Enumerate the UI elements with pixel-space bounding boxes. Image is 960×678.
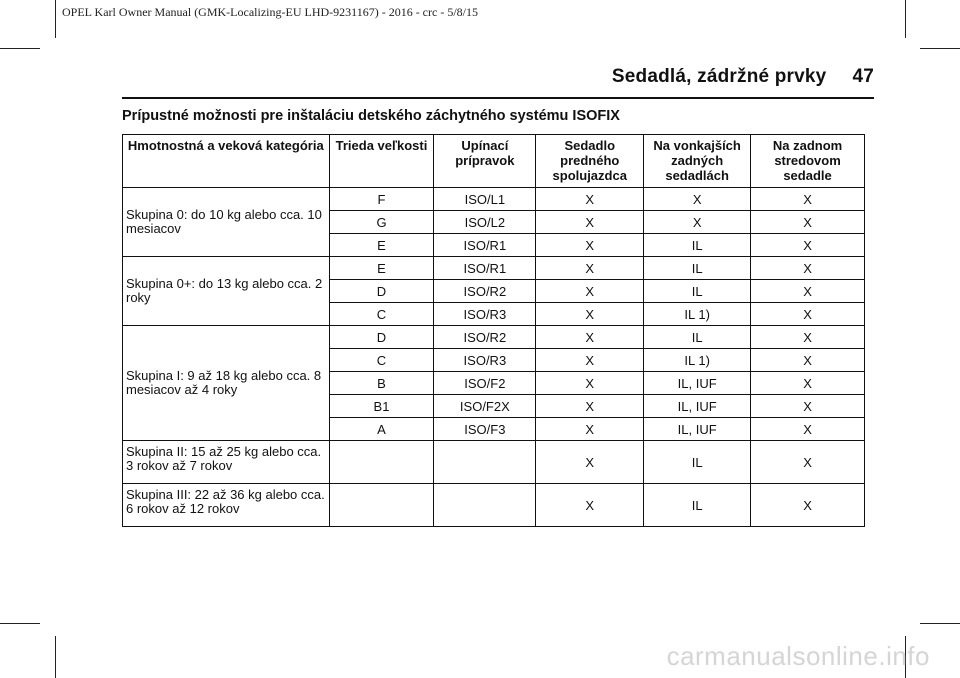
table-cell: X xyxy=(644,188,751,211)
table-cell: IL, IUF xyxy=(644,418,751,441)
table-cell: IL xyxy=(644,257,751,280)
table-cell: IL 1) xyxy=(644,349,751,372)
table-cell: B xyxy=(329,372,434,395)
table-row xyxy=(123,326,865,349)
table-cell: F xyxy=(329,188,434,211)
isofix-table xyxy=(122,134,865,527)
table-cell: X xyxy=(536,484,644,527)
table-cell xyxy=(434,484,536,527)
table-cell: IL 1) xyxy=(644,303,751,326)
table-cell: A xyxy=(329,418,434,441)
table-cell: X xyxy=(751,441,865,484)
column-header: Sedadlo predného spolujazdca xyxy=(536,135,644,188)
table-cell: X xyxy=(751,326,865,349)
table-cell: X xyxy=(536,188,644,211)
table-row xyxy=(123,441,865,484)
column-header: Upínací prípravok xyxy=(434,135,536,188)
table-cell: X xyxy=(536,211,644,234)
weight-age-category-cell: Skupina 0: do 10 kg alebo cca. 10 mesiacov xyxy=(123,188,330,257)
table-cell: C xyxy=(329,349,434,372)
table-cell: ISO/L2 xyxy=(434,211,536,234)
table-cell: X xyxy=(536,303,644,326)
page-number: 47 xyxy=(852,66,874,87)
table-cell: X xyxy=(751,188,865,211)
table-cell: X xyxy=(536,234,644,257)
table-cell: X xyxy=(536,418,644,441)
table-cell: X xyxy=(536,280,644,303)
table-cell: X xyxy=(536,257,644,280)
column-header: Na zadnom stredovom sedadle xyxy=(751,135,865,188)
section-title: Sedadlá, zádržné prvky xyxy=(611,66,827,87)
weight-age-category-cell: Skupina II: 15 až 25 kg alebo cca. 3 rokov až 7 rokov xyxy=(123,441,330,484)
table-cell: D xyxy=(329,280,434,303)
table-cell: X xyxy=(751,257,865,280)
table-cell: G xyxy=(329,211,434,234)
crop-mark xyxy=(55,636,56,678)
table-cell: X xyxy=(536,441,644,484)
table-cell xyxy=(329,441,434,484)
weight-age-category-cell: Skupina III: 22 až 36 kg alebo cca. 6 rokov až 12 rokov xyxy=(123,484,330,527)
table-cell: X xyxy=(536,372,644,395)
column-header: Trieda veľkosti xyxy=(329,135,434,188)
table-title: Prípustné možnosti pre inštaláciu detského záchytného systému ISOFIX xyxy=(122,108,620,124)
table-cell: IL xyxy=(644,280,751,303)
table-cell: X xyxy=(751,234,865,257)
table-cell: X xyxy=(751,372,865,395)
table-cell xyxy=(434,441,536,484)
table-cell: ISO/R1 xyxy=(434,234,536,257)
table-cell: E xyxy=(329,257,434,280)
table-cell: IL xyxy=(644,326,751,349)
table-cell: ISO/L1 xyxy=(434,188,536,211)
table-cell: ISO/F2 xyxy=(434,372,536,395)
weight-age-category-cell: Skupina 0+: do 13 kg alebo cca. 2 roky xyxy=(123,257,330,326)
table-cell: X xyxy=(751,303,865,326)
crop-mark xyxy=(920,623,960,624)
column-header: Na vonkajších zadných sedadlách xyxy=(644,135,751,188)
crop-mark xyxy=(0,623,40,624)
table-cell: E xyxy=(329,234,434,257)
table-cell: ISO/R1 xyxy=(434,257,536,280)
watermark: carmanualsonline.info xyxy=(666,641,930,671)
table-cell: X xyxy=(751,349,865,372)
crop-mark xyxy=(905,0,906,38)
table-cell: ISO/R3 xyxy=(434,349,536,372)
table-cell: X xyxy=(751,280,865,303)
table-cell: C xyxy=(329,303,434,326)
table-cell: IL xyxy=(644,441,751,484)
section-header xyxy=(612,66,874,88)
table-row xyxy=(123,188,865,211)
header-rule xyxy=(122,97,874,99)
table-row xyxy=(123,257,865,280)
table-cell: X xyxy=(751,484,865,527)
table-cell: ISO/R3 xyxy=(434,303,536,326)
crop-mark xyxy=(0,48,40,49)
crop-mark xyxy=(920,48,960,49)
table-body xyxy=(123,188,865,527)
table-cell: X xyxy=(644,211,751,234)
weight-age-category-cell: Skupina I: 9 až 18 kg alebo cca. 8 mesiacov až 4 roky xyxy=(123,326,330,441)
table-cell: IL xyxy=(644,484,751,527)
table-cell: ISO/F2X xyxy=(434,395,536,418)
table-cell: X xyxy=(536,349,644,372)
table-cell: X xyxy=(751,211,865,234)
table-cell xyxy=(329,484,434,527)
table-cell: X xyxy=(751,395,865,418)
table-header-row xyxy=(123,135,865,188)
table-cell: IL xyxy=(644,234,751,257)
table-cell: ISO/R2 xyxy=(434,280,536,303)
table-cell: X xyxy=(536,326,644,349)
crop-mark xyxy=(55,0,56,38)
table-cell: D xyxy=(329,326,434,349)
document-info: OPEL Karl Owner Manual (GMK-Localizing-EU LHD-9231167) - 2016 - crc - 5/8/15 xyxy=(62,5,478,19)
table-cell: B1 xyxy=(329,395,434,418)
table-cell: IL, IUF xyxy=(644,395,751,418)
table-row xyxy=(123,484,865,527)
column-header: Hmotnostná a veková kategória xyxy=(123,135,330,188)
table-cell: X xyxy=(751,418,865,441)
table-cell: ISO/F3 xyxy=(434,418,536,441)
table-cell: IL, IUF xyxy=(644,372,751,395)
table-cell: X xyxy=(536,395,644,418)
table-cell: ISO/R2 xyxy=(434,326,536,349)
